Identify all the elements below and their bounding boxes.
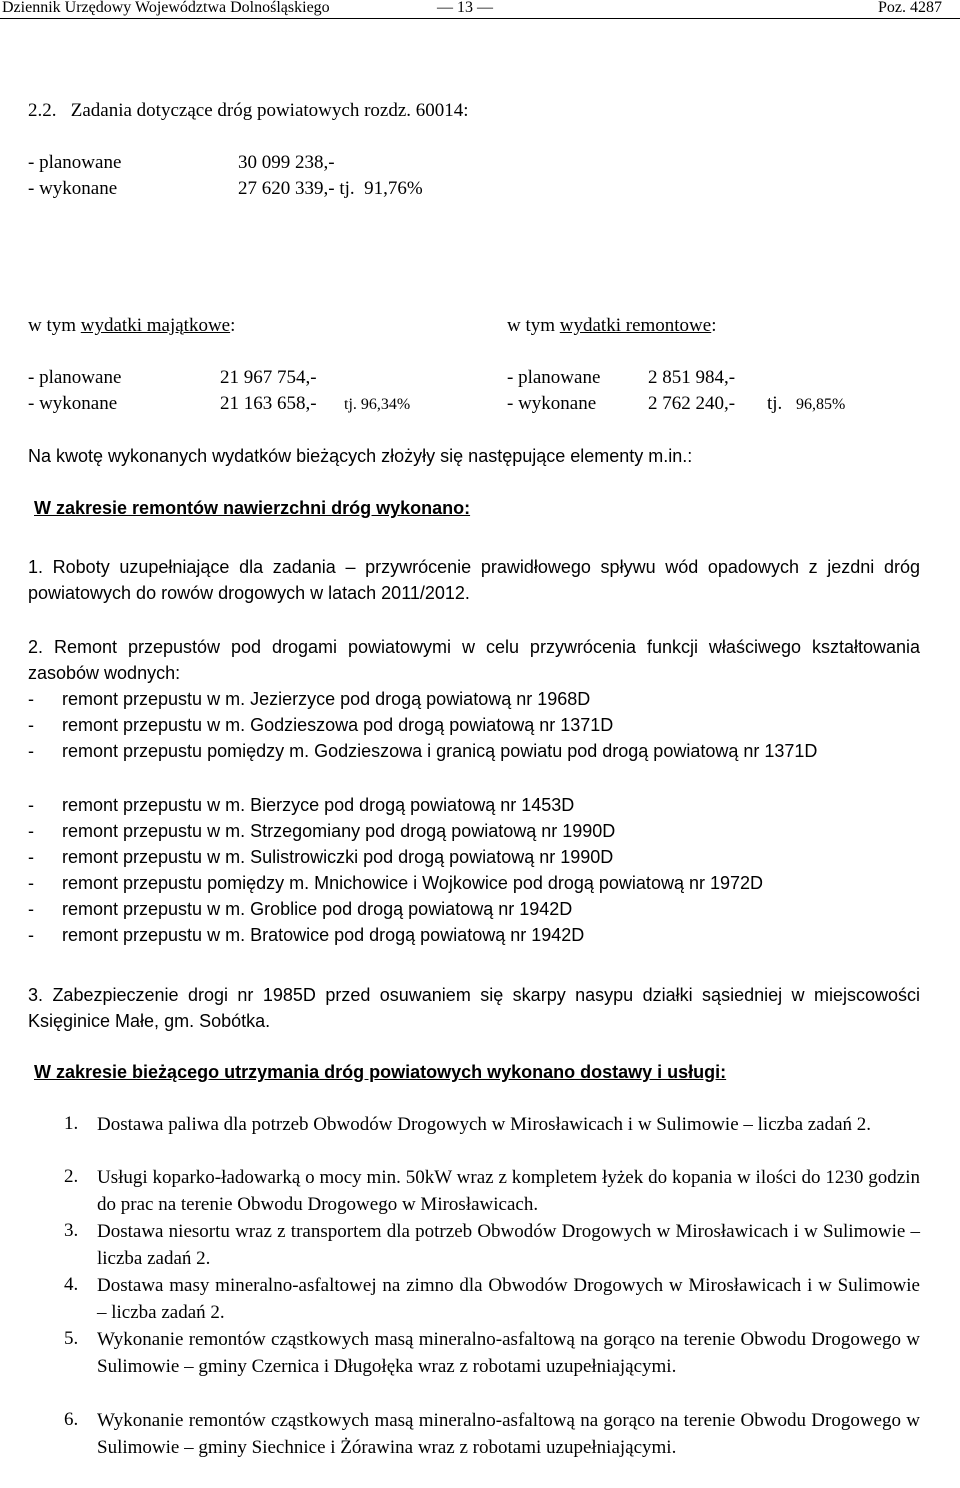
repair-heading-suffix: :: [711, 315, 717, 336]
capital-heading: [28, 316, 235, 335]
repair-done-label: - wykonane: [507, 393, 597, 414]
planned-label: - planowane: [28, 152, 122, 173]
repair-done-pct-a: tj.: [767, 393, 783, 414]
culvert-item: remont przepustu w m. Sulistrowiczki pod drogą powiatową nr 1990D: [62, 847, 614, 867]
culvert-dash: -: [28, 925, 34, 945]
maintenance-number: 6.: [64, 1409, 79, 1430]
culvert-item: remont przepustu w m. Jezierzyce pod drogą powiatową nr 1968D: [62, 689, 591, 709]
capital-done-pct: tj. 96,34%: [344, 396, 411, 413]
item-1: 1. Roboty uzupełniające dla zadania – przywrócenie prawidłowego spływu wód opadowych z jezdni dróg powiatowych do rowów drogowych w latach 2011/2012.: [28, 557, 920, 603]
capital-planned-label: - planowane: [28, 367, 122, 388]
culvert-dash: -: [28, 847, 34, 867]
position-number: Poz. 4287: [878, 0, 942, 16]
capital-heading-link: wydatki majątkowe: [80, 315, 231, 336]
planned-value: 30 099 238,-: [238, 152, 335, 173]
maintenance-number: 1.: [64, 1113, 79, 1134]
intro-text: Na kwotę wykonanych wydatków bieżących złożyły się następujące elementy m.in.:: [28, 446, 693, 466]
culvert-item: remont przepustu pomiędzy m. Mnichowice i Wojkowice pod drogą powiatową nr 1972D: [62, 873, 764, 893]
journal-title: Dziennik Urzędowy Województwa Dolnośląskiego: [2, 0, 330, 16]
maintenance-item: Dostawa masy mineralno-asfaltowej na zimno dla Obwodów Drogowych w Mirosławicach i w Sulimowie – liczba zadań 2.: [97, 1275, 920, 1323]
maintenance-item: Dostawa niesortu wraz z transportem dla potrzeb Obwodów Drogowych w Mirosławicach i w Sulimowie – liczba zadań 2.: [97, 1221, 920, 1269]
culvert-item: remont przepustu w m. Bierzyce pod drogą powiatową nr 1453D: [62, 795, 575, 815]
maintenance-number: 3.: [64, 1220, 79, 1241]
capital-done-value: 21 163 658,-: [220, 393, 317, 414]
maintenance-item: Wykonanie remontów cząstkowych masą mineralno-asfaltową na gorąco na terenie Obwodu Drogowego w Sulimowie – gminy Czernica i Długołęka wraz z robotami uzupełniającymi.: [97, 1329, 920, 1377]
repair-done-pct-b: 96,85%: [796, 396, 846, 413]
maintenance-number: 2.: [64, 1166, 79, 1187]
done-value: 27 620 339,- tj. 91,76%: [238, 178, 423, 199]
culvert-item: remont przepustu pomiędzy m. Godzieszowa i granicą powiatu pod drogą powiatową nr 1371D: [62, 741, 818, 761]
capital-planned-value: 21 967 754,-: [220, 367, 317, 388]
section-title: 2.2. Zadania dotyczące dróg powiatowych rozdz. 60014:: [28, 100, 469, 121]
repair-heading: [507, 316, 717, 335]
culvert-dash: -: [28, 715, 34, 735]
repair-done-value: 2 762 240,-: [648, 393, 736, 414]
done-label: - wykonane: [28, 178, 118, 199]
culvert-dash: -: [28, 873, 34, 893]
header-rule: [0, 18, 960, 19]
maintenance-item: Usługi koparko-ładowarką o mocy min. 50kW wraz z kompletem łyżek do kopania w ilości do 1230 godzin do prac na terenie Obwodu Drogowego w Mirosławicach.: [97, 1167, 920, 1215]
culvert-item: remont przepustu w m. Godzieszowa pod drogą powiatową nr 1371D: [62, 715, 614, 735]
culvert-item: remont przepustu w m. Bratowice pod drogą powiatową nr 1942D: [62, 925, 585, 945]
repair-planned-label: - planowane: [507, 367, 601, 388]
culvert-dash: -: [28, 899, 34, 919]
item-2: 2. Remont przepustów pod drogami powiatowymi w celu przywrócenia funkcji właściwego kształtowania zasobów wodnych:: [28, 637, 920, 683]
repairs-heading: W zakresie remontów nawierzchni dróg wykonano:: [34, 498, 471, 518]
repair-heading-link: wydatki remontowe: [559, 315, 712, 336]
maintenance-item: Wykonanie remontów cząstkowych masą mineralno-asfaltową na gorąco na terenie Obwodu Drogowego w Sulimowie – gminy Siechnice i Żórawina wraz z robotami uzupełniającymi.: [97, 1410, 920, 1458]
maintenance-heading: W zakresie bieżącego utrzymania dróg powiatowych wykonano dostawy i usługi:: [34, 1062, 727, 1082]
culvert-dash: -: [28, 821, 34, 841]
capital-heading-suffix: :: [230, 315, 236, 336]
culvert-item: remont przepustu w m. Groblice pod drogą powiatową nr 1942D: [62, 899, 573, 919]
culvert-dash: -: [28, 689, 34, 709]
page-number: — 13 —: [437, 0, 493, 16]
capital-done-label: - wykonane: [28, 393, 118, 414]
capital-heading-prefix: w tym: [28, 315, 81, 336]
culvert-item: remont przepustu w m. Strzegomiany pod drogą powiatową nr 1990D: [62, 821, 616, 841]
culvert-dash: -: [28, 741, 34, 761]
repair-planned-value: 2 851 984,-: [648, 367, 736, 388]
maintenance-item: Dostawa paliwa dla potrzeb Obwodów Drogowych w Mirosławicach i w Sulimowie – liczba zadań 2.: [97, 1114, 872, 1135]
culvert-dash: -: [28, 795, 34, 815]
repair-heading-prefix: w tym: [507, 315, 560, 336]
maintenance-number: 4.: [64, 1274, 79, 1295]
maintenance-number: 5.: [64, 1328, 79, 1349]
item-3: 3. Zabezpieczenie drogi nr 1985D przed osuwaniem się skarpy nasypu działki sąsiedniej w miejscowości Księginice Małe, gm. Sobótka.: [28, 985, 920, 1031]
